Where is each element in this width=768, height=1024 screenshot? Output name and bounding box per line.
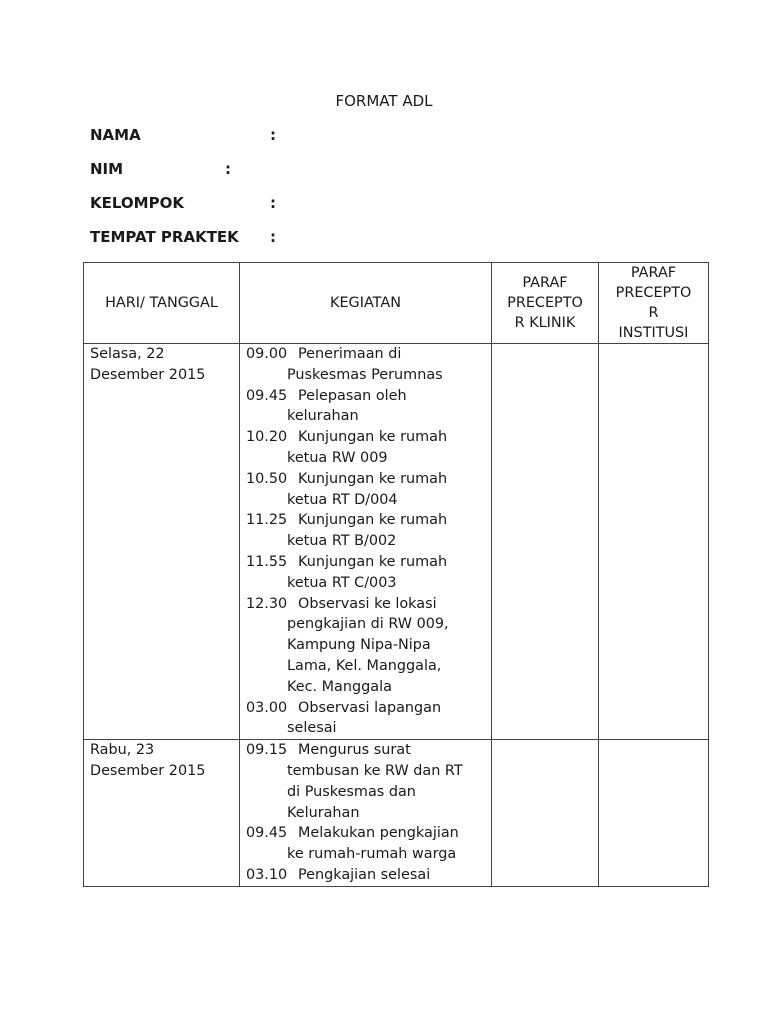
field-colon: :	[270, 126, 276, 144]
activity-text: Pengkajian selesai	[298, 866, 431, 883]
header-line: R KLINIK	[514, 315, 576, 331]
field-nim	[90, 159, 231, 179]
activity-text: Pelepasan oleh	[298, 387, 407, 404]
table-header-row	[84, 263, 709, 344]
activity-time: 12.30	[246, 595, 288, 612]
cell-activities	[240, 740, 492, 887]
activity-text-continued: ketua RT B/002	[287, 533, 397, 550]
cell-day	[84, 344, 240, 740]
day-line: Rabu, 23	[90, 742, 155, 759]
cell-institution-sign[interactable]	[599, 740, 709, 887]
document-title: FORMAT ADL	[335, 92, 433, 110]
header-clinic-preceptor-sign	[492, 263, 599, 344]
activity-time: 03.10	[246, 866, 288, 883]
day-line: Desember 2015	[90, 762, 206, 779]
activity-text-continued: pengkajian di RW 009,	[287, 616, 449, 633]
activity-text: Kunjungan ke rumah	[298, 470, 448, 487]
cell-day	[84, 740, 240, 887]
activity-text: Penerimaan di	[298, 346, 402, 362]
activity-entry	[246, 469, 485, 490]
day-line: Selasa, 22	[90, 346, 165, 362]
field-colon: :	[270, 228, 276, 246]
activity-entry	[246, 510, 485, 531]
activity-text-continued: ketua RT C/003	[287, 574, 397, 591]
header-line: PRECEPTO	[507, 295, 583, 311]
cell-clinic-sign[interactable]	[492, 344, 599, 740]
header-line: R	[648, 305, 659, 321]
activity-text-continued: Puskesmas Perumnas	[287, 366, 443, 383]
activity-time: 10.20	[246, 429, 288, 446]
table-row	[84, 740, 709, 887]
field-nama	[90, 125, 276, 145]
cell-clinic-sign[interactable]	[492, 740, 599, 887]
header-institution-preceptor-sign	[599, 263, 709, 344]
header-line: PRECEPTO	[615, 285, 692, 301]
activity-entry	[246, 552, 485, 573]
header-line: INSTITUSI	[618, 325, 689, 341]
adl-table	[83, 262, 709, 887]
activity-text-continued: ketua RT D/004	[287, 491, 398, 508]
activity-text-continued: Lama, Kel. Manggala,	[287, 657, 442, 674]
activity-text-continued: ketua RW 009	[287, 449, 388, 466]
activity-time: 09.00	[246, 346, 288, 362]
activity-entry	[246, 740, 485, 761]
activity-entry	[246, 344, 485, 365]
header-activity: KEGIATAN	[240, 263, 492, 344]
activity-text-continued: Kelurahan	[287, 804, 360, 821]
activity-entry	[246, 386, 485, 407]
activity-entry	[246, 698, 485, 719]
activity-text: Observasi ke lokasi	[298, 595, 437, 612]
field-label: TEMPAT PRAKTEK	[90, 228, 239, 246]
activity-time: 09.15	[246, 742, 288, 759]
activity-text-continued: ke rumah-rumah warga	[287, 846, 457, 863]
field-label: KELOMPOK	[90, 194, 184, 212]
activity-text: Observasi lapangan	[298, 699, 442, 716]
cell-institution-sign[interactable]	[599, 344, 709, 740]
cell-activities	[240, 344, 492, 740]
activity-time: 09.45	[246, 825, 288, 842]
activity-text: Kunjungan ke rumah	[298, 553, 448, 570]
activity-text-continued: di Puskesmas dan	[287, 783, 416, 800]
activity-entry	[246, 427, 485, 448]
activity-text: Kunjungan ke rumah	[298, 512, 448, 529]
activity-time: 03.00	[246, 699, 288, 716]
field-colon: :	[225, 160, 231, 178]
activity-time: 09.45	[246, 387, 288, 404]
header-day: HARI/ TANGGAL	[84, 263, 240, 344]
field-kelompok	[90, 193, 276, 213]
day-line: Desember 2015	[90, 366, 206, 383]
activity-text-continued: kelurahan	[287, 408, 359, 425]
field-tempat-praktek	[90, 227, 276, 247]
activity-text-continued: Kampung Nipa-Nipa	[287, 637, 431, 654]
activity-time: 11.25	[246, 512, 288, 529]
header-line: PARAF	[630, 265, 677, 281]
activity-time: 10.50	[246, 470, 288, 487]
activity-entry	[246, 865, 485, 886]
activity-text: Mengurus surat	[298, 742, 411, 759]
activity-entry	[246, 823, 485, 844]
field-label: NIM	[90, 160, 124, 178]
activity-entry	[246, 594, 485, 615]
activity-text-continued: selesai	[287, 720, 337, 737]
activity-time: 11.55	[246, 553, 288, 570]
field-colon: :	[270, 194, 276, 212]
activity-text: Melakukan pengkajian	[298, 825, 459, 842]
activity-text-continued: Kec. Manggala	[287, 678, 392, 695]
table-row	[84, 344, 709, 740]
header-line: PARAF	[522, 275, 568, 291]
activity-text: Kunjungan ke rumah	[298, 429, 448, 446]
field-label: NAMA	[90, 126, 141, 144]
activity-text-continued: tembusan ke RW dan RT	[287, 762, 463, 779]
